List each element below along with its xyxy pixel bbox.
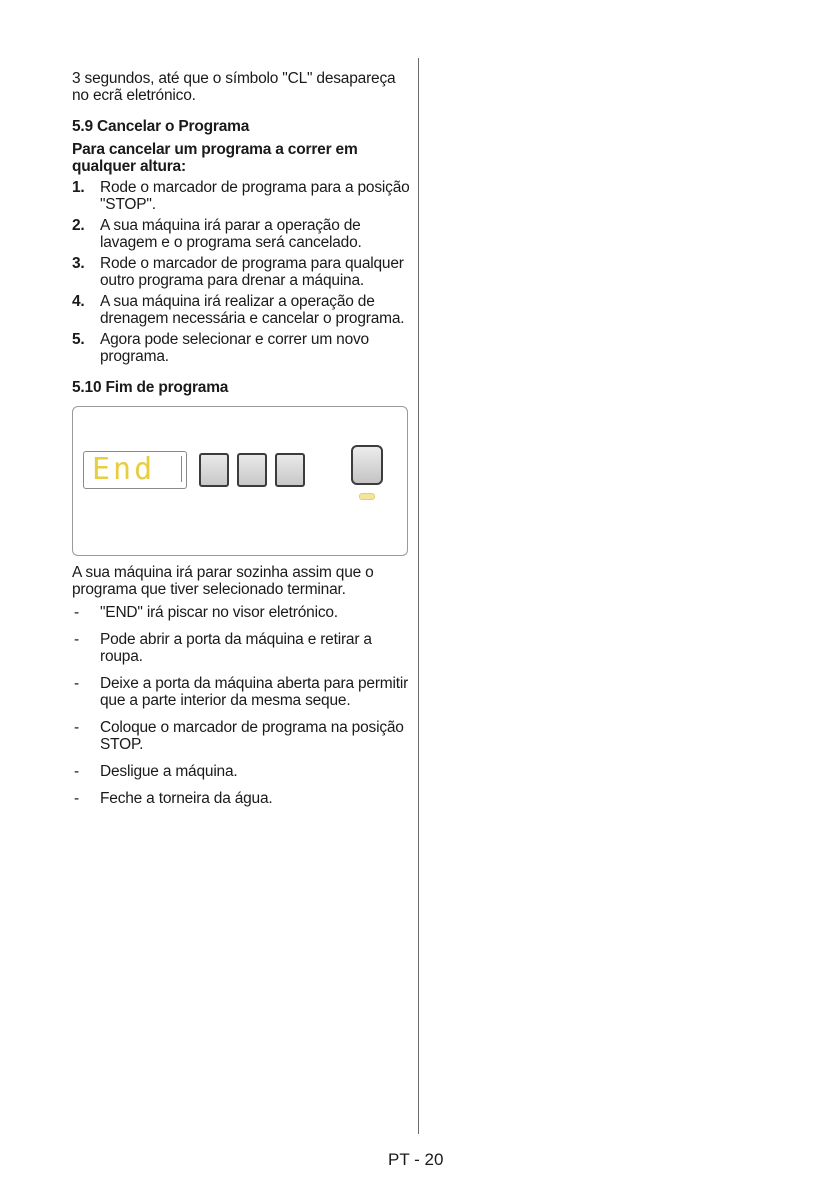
bullet-text: "END" irá piscar no visor eletrónico. (100, 604, 338, 621)
bullet-marker: - (74, 604, 79, 621)
step-number: 4. (72, 293, 85, 310)
step-number: 5. (72, 331, 85, 348)
end-description: A sua máquina irá parar sozinha assim que o programa que tiver selecionado terminar. (72, 564, 374, 598)
option-button-2 (237, 453, 267, 487)
list-item (72, 331, 412, 365)
intro-paragraph: 3 segundos, até que o símbolo "CL" desapareça no ecrã eletrónico. (72, 70, 396, 104)
lcd-display (83, 451, 187, 489)
list-item (72, 604, 412, 621)
list-item (72, 631, 412, 665)
bullet-marker: - (74, 719, 79, 736)
step-text: Agora pode selecionar e correr um novo programa. (100, 331, 369, 365)
step-number: 2. (72, 217, 85, 234)
bullet-marker: - (74, 675, 79, 692)
list-item (72, 293, 412, 327)
bullet-text: Desligue a máquina. (100, 763, 238, 780)
list-item (72, 719, 412, 753)
step-number: 3. (72, 255, 85, 272)
bullet-marker: - (74, 790, 79, 807)
step-text: A sua máquina irá parar a operação de lavagem e o programa será cancelado. (100, 217, 362, 251)
list-item (72, 763, 412, 780)
list-item (72, 179, 412, 213)
list-item (72, 217, 412, 251)
step-text: A sua máquina irá realizar a operação de drenagem necessária e cancelar o programa. (100, 293, 405, 327)
cancel-steps-list (72, 179, 412, 365)
end-bullets-list (72, 604, 412, 807)
section-title-cancel: 5.9 Cancelar o Programa (72, 118, 250, 135)
list-item (72, 790, 412, 807)
bullet-marker: - (74, 631, 79, 648)
bullet-marker: - (74, 763, 79, 780)
control-panel-illustration (72, 406, 408, 556)
option-button-1 (199, 453, 229, 487)
list-item (72, 675, 412, 709)
start-pause-button (351, 445, 383, 485)
start-led-indicator (359, 493, 375, 500)
end-program-section (72, 379, 412, 807)
list-item (72, 255, 412, 289)
bullet-text: Pode abrir a porta da máquina e retirar a roupa. (100, 631, 372, 665)
bullet-text: Coloque o marcador de programa na posição STOP. (100, 719, 404, 753)
page-number: PT - 20 (388, 1150, 444, 1169)
lcd-end-text: End (92, 452, 156, 487)
step-text: Rode o marcador de programa para a posição "STOP". (100, 179, 410, 213)
option-button-3 (275, 453, 305, 487)
left-column (72, 70, 412, 817)
column-divider (418, 58, 419, 1134)
bullet-text: Deixe a porta da máquina aberta para permitir que a parte interior da mesma seque. (100, 675, 409, 709)
cancel-program-section (72, 118, 412, 365)
cancel-lead-text: Para cancelar um programa a correr em qualquer altura: (72, 141, 358, 175)
section-title-end: 5.10 Fim de programa (72, 379, 229, 396)
bullet-text: Feche a torneira da água. (100, 790, 273, 807)
step-text: Rode o marcador de programa para qualquer outro programa para drenar a máquina. (100, 255, 404, 289)
step-number: 1. (72, 179, 85, 196)
lcd-edge (181, 456, 187, 482)
